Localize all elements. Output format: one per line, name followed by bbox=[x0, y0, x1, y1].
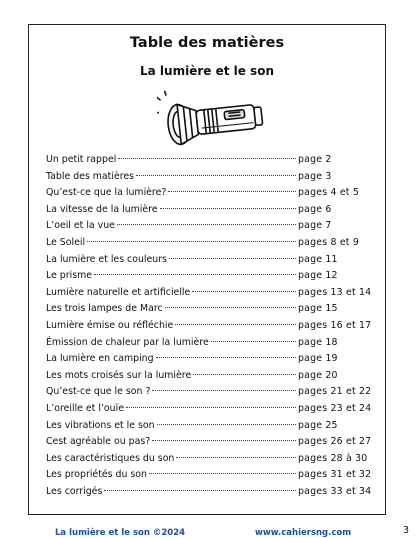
dot-leader bbox=[168, 190, 296, 192]
toc-entry bbox=[46, 418, 368, 435]
toc-entry-page: page 15 bbox=[298, 303, 338, 315]
toc-entry-page: page 2 bbox=[298, 154, 332, 165]
toc-entry-title: Les caractéristiques du son bbox=[46, 452, 175, 464]
page-subtitle: La lumière et le son bbox=[140, 64, 274, 78]
table-of-contents bbox=[46, 152, 372, 500]
toc-entry-title: Les vibrations et le son bbox=[46, 419, 155, 431]
toc-entry bbox=[46, 451, 368, 468]
toc-entry bbox=[46, 169, 368, 186]
toc-entry-page: page 3 bbox=[298, 170, 332, 182]
toc-entry-title: L’oeil et la vue bbox=[46, 220, 115, 232]
toc-entry-page: page 11 bbox=[298, 253, 338, 265]
page-number: 3 bbox=[403, 525, 410, 536]
toc-entry bbox=[46, 301, 368, 318]
toc-entry-page: pages 28 à 30 bbox=[298, 452, 368, 464]
toc-entry-title: L’oreille et l’ouïe bbox=[46, 402, 124, 414]
toc-entry bbox=[46, 185, 368, 202]
page-frame bbox=[28, 24, 410, 538]
toc-entry bbox=[46, 235, 368, 252]
dot-leader bbox=[157, 423, 296, 425]
toc-entry-page: pages 33 et 34 bbox=[298, 485, 372, 497]
flashlight-icon bbox=[157, 85, 267, 157]
toc-entry-title: Cest agréable ou pas? bbox=[46, 436, 151, 448]
toc-entry-title: La lumière et les couleurs bbox=[46, 253, 167, 265]
dot-leader bbox=[152, 389, 296, 391]
dot-leader bbox=[193, 373, 296, 375]
dot-leader bbox=[160, 207, 296, 209]
toc-entry-title: Les trois lampes de Marc bbox=[46, 303, 163, 315]
dot-leader bbox=[156, 356, 296, 358]
toc-entry bbox=[46, 401, 372, 418]
toc-entry-title: Le Soleil bbox=[46, 236, 86, 248]
toc-entry-title: Table des matières bbox=[46, 170, 135, 182]
toc-entry-title: Le prisme bbox=[46, 270, 93, 282]
toc-entry-page: page 6 bbox=[298, 203, 332, 215]
page-title: Table des matières bbox=[129, 35, 285, 51]
toc-entry-page: pages 23 et 24 bbox=[298, 402, 372, 414]
toc-entry bbox=[46, 434, 372, 451]
toc-entry-title: Émission de chaleur par la lumière bbox=[46, 336, 209, 348]
toc-entry bbox=[46, 467, 372, 484]
toc-entry-page: pages 4 et 5 bbox=[298, 187, 360, 199]
toc-entry bbox=[46, 484, 372, 501]
footer-book-title: La lumière et le son ©2024 bbox=[55, 528, 186, 538]
dot-leader bbox=[152, 439, 296, 441]
toc-entry-title: La lumière en camping bbox=[46, 353, 154, 365]
toc-entry bbox=[46, 218, 368, 235]
toc-entry-page: page 18 bbox=[298, 336, 338, 348]
dot-leader bbox=[192, 290, 296, 292]
dot-leader bbox=[211, 340, 296, 342]
toc-entry bbox=[46, 368, 368, 385]
dot-leader bbox=[104, 489, 296, 491]
toc-entry-page: pages 26 et 27 bbox=[298, 436, 372, 448]
toc-entry-page: page 12 bbox=[298, 270, 338, 282]
toc-entry bbox=[46, 285, 372, 302]
toc-entry-page: pages 13 et 14 bbox=[298, 286, 372, 298]
toc-entry bbox=[46, 384, 372, 401]
dot-leader bbox=[176, 456, 296, 458]
dot-leader bbox=[126, 406, 296, 408]
dot-leader bbox=[117, 223, 296, 225]
toc-entry-page: page 25 bbox=[298, 419, 338, 431]
toc-entry bbox=[46, 318, 372, 335]
dot-leader bbox=[169, 257, 296, 259]
toc-entry-title: La vitesse de la lumière bbox=[46, 203, 158, 215]
dot-leader bbox=[165, 306, 296, 308]
toc-entry bbox=[46, 351, 368, 368]
toc-entry bbox=[46, 268, 368, 285]
toc-entry-page: pages 31 et 32 bbox=[298, 469, 372, 481]
dot-leader bbox=[149, 472, 296, 474]
dot-leader bbox=[118, 157, 296, 159]
toc-entry-title: Qu’est-ce que le son ? bbox=[46, 386, 151, 398]
toc-entry bbox=[46, 202, 368, 219]
footer-website: www.cahiersng.com bbox=[255, 528, 352, 538]
toc-entry-page: page 20 bbox=[298, 369, 338, 381]
toc-entry-page: page 7 bbox=[298, 220, 332, 232]
toc-entry-page: pages 16 et 17 bbox=[298, 319, 372, 331]
dot-leader bbox=[94, 273, 296, 275]
toc-entry-page: pages 8 et 9 bbox=[298, 236, 360, 248]
toc-entry-title: Lumière émise ou réfléchie bbox=[46, 319, 174, 331]
toc-entry-title: Les mots croisés sur la lumière bbox=[46, 369, 192, 381]
dot-leader bbox=[87, 240, 296, 242]
toc-entry-page: page 19 bbox=[298, 353, 338, 365]
toc-entry-title: Les corrigés bbox=[46, 485, 103, 497]
toc-entry-title: Lumière naturelle et artificielle bbox=[46, 286, 191, 298]
toc-entry bbox=[46, 152, 368, 169]
toc-entry bbox=[46, 252, 368, 269]
toc-entry-title: Un petit rappel bbox=[46, 154, 117, 165]
dot-leader bbox=[175, 323, 296, 325]
toc-entry-title: Les propriétés du son bbox=[46, 469, 147, 481]
dot-leader bbox=[136, 174, 296, 176]
toc-entry-title: Qu’est-ce que la lumière? bbox=[46, 187, 167, 199]
toc-entry-page: pages 21 et 22 bbox=[298, 386, 372, 398]
toc-entry bbox=[46, 335, 368, 352]
